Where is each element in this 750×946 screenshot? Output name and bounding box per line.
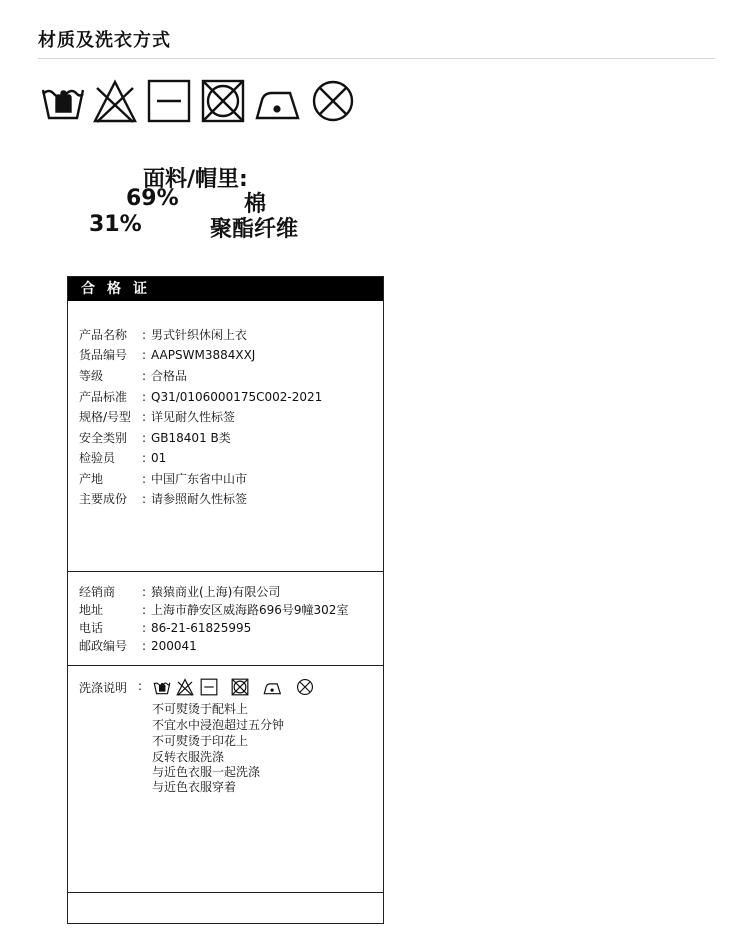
composition-percent: 69%	[126, 186, 179, 211]
washing-instruction: 反转衣服洗涤	[152, 750, 225, 764]
no-tumble-dry-icon	[200, 78, 246, 124]
washing-instruction: 不可熨烫于配料上	[152, 702, 249, 716]
composition-material: 棉	[244, 192, 267, 217]
no-tumble-dry-icon	[230, 678, 250, 696]
washing-separator: :	[138, 679, 143, 693]
no-bleach-icon	[175, 678, 195, 696]
page-title: 材质及洗衣方式	[38, 30, 171, 51]
dealer-field: 电话 : 86-21-61825995	[79, 621, 252, 635]
certificate-field: 产地 : 中国广东省中山市	[79, 472, 248, 486]
washing-label: 洗涤说明	[79, 681, 128, 695]
iron-low-icon	[254, 78, 302, 124]
iron-low-icon	[262, 678, 283, 696]
washing-instruction: 不宜水中浸泡超过五分钟	[152, 718, 285, 732]
tumble-dry-flat-icon	[199, 678, 219, 696]
washing-instruction: 不可熨烫于印花上	[152, 734, 249, 748]
washing-instruction: 与近色衣服一起洗涤	[152, 765, 261, 779]
dealer-field: 邮政编号 : 200041	[79, 639, 197, 653]
composition-title: 面料/帽里:	[143, 167, 248, 192]
certificate-field: 规格/号型 : 详见耐久性标签	[79, 410, 236, 424]
dealer-field: 经销商 : 猿猿商业(上海)有限公司	[79, 585, 281, 599]
certificate-field: 货品编号 : AAPSWM3884XXJ	[79, 348, 256, 362]
certificate-field: 产品标准 : Q31/0106000175C002-2021	[79, 390, 323, 404]
certificate-header: 合格证	[68, 277, 383, 301]
washing-instruction: 与近色衣服穿着	[152, 780, 237, 794]
dealer-field: 地址 : 上海市静安区威海路696号9幢302室	[79, 603, 349, 617]
composition-material: 聚酯纤维	[210, 217, 299, 242]
no-dry-clean-icon	[295, 678, 315, 696]
tumble-dry-flat-icon	[146, 78, 192, 124]
certificate-field: 等级 : 合格品	[79, 369, 188, 383]
certificate-field: 主要成份 : 请参照耐久性标签	[79, 492, 248, 506]
hand-wash-icon	[152, 678, 172, 696]
section-divider	[68, 571, 383, 572]
composition-percent: 31%	[89, 212, 142, 237]
hand-wash-icon	[40, 78, 86, 124]
section-divider	[68, 665, 383, 666]
section-divider	[68, 892, 383, 893]
no-bleach-icon	[92, 78, 138, 124]
certificate-field: 检验员 : 01	[79, 451, 167, 465]
no-dry-clean-icon	[310, 78, 356, 124]
certificate-field: 产品名称 : 男式针织休闲上衣	[79, 328, 248, 342]
title-divider	[38, 58, 715, 59]
certificate-card	[67, 276, 384, 924]
certificate-field: 安全类别 : GB18401 B类	[79, 431, 231, 445]
